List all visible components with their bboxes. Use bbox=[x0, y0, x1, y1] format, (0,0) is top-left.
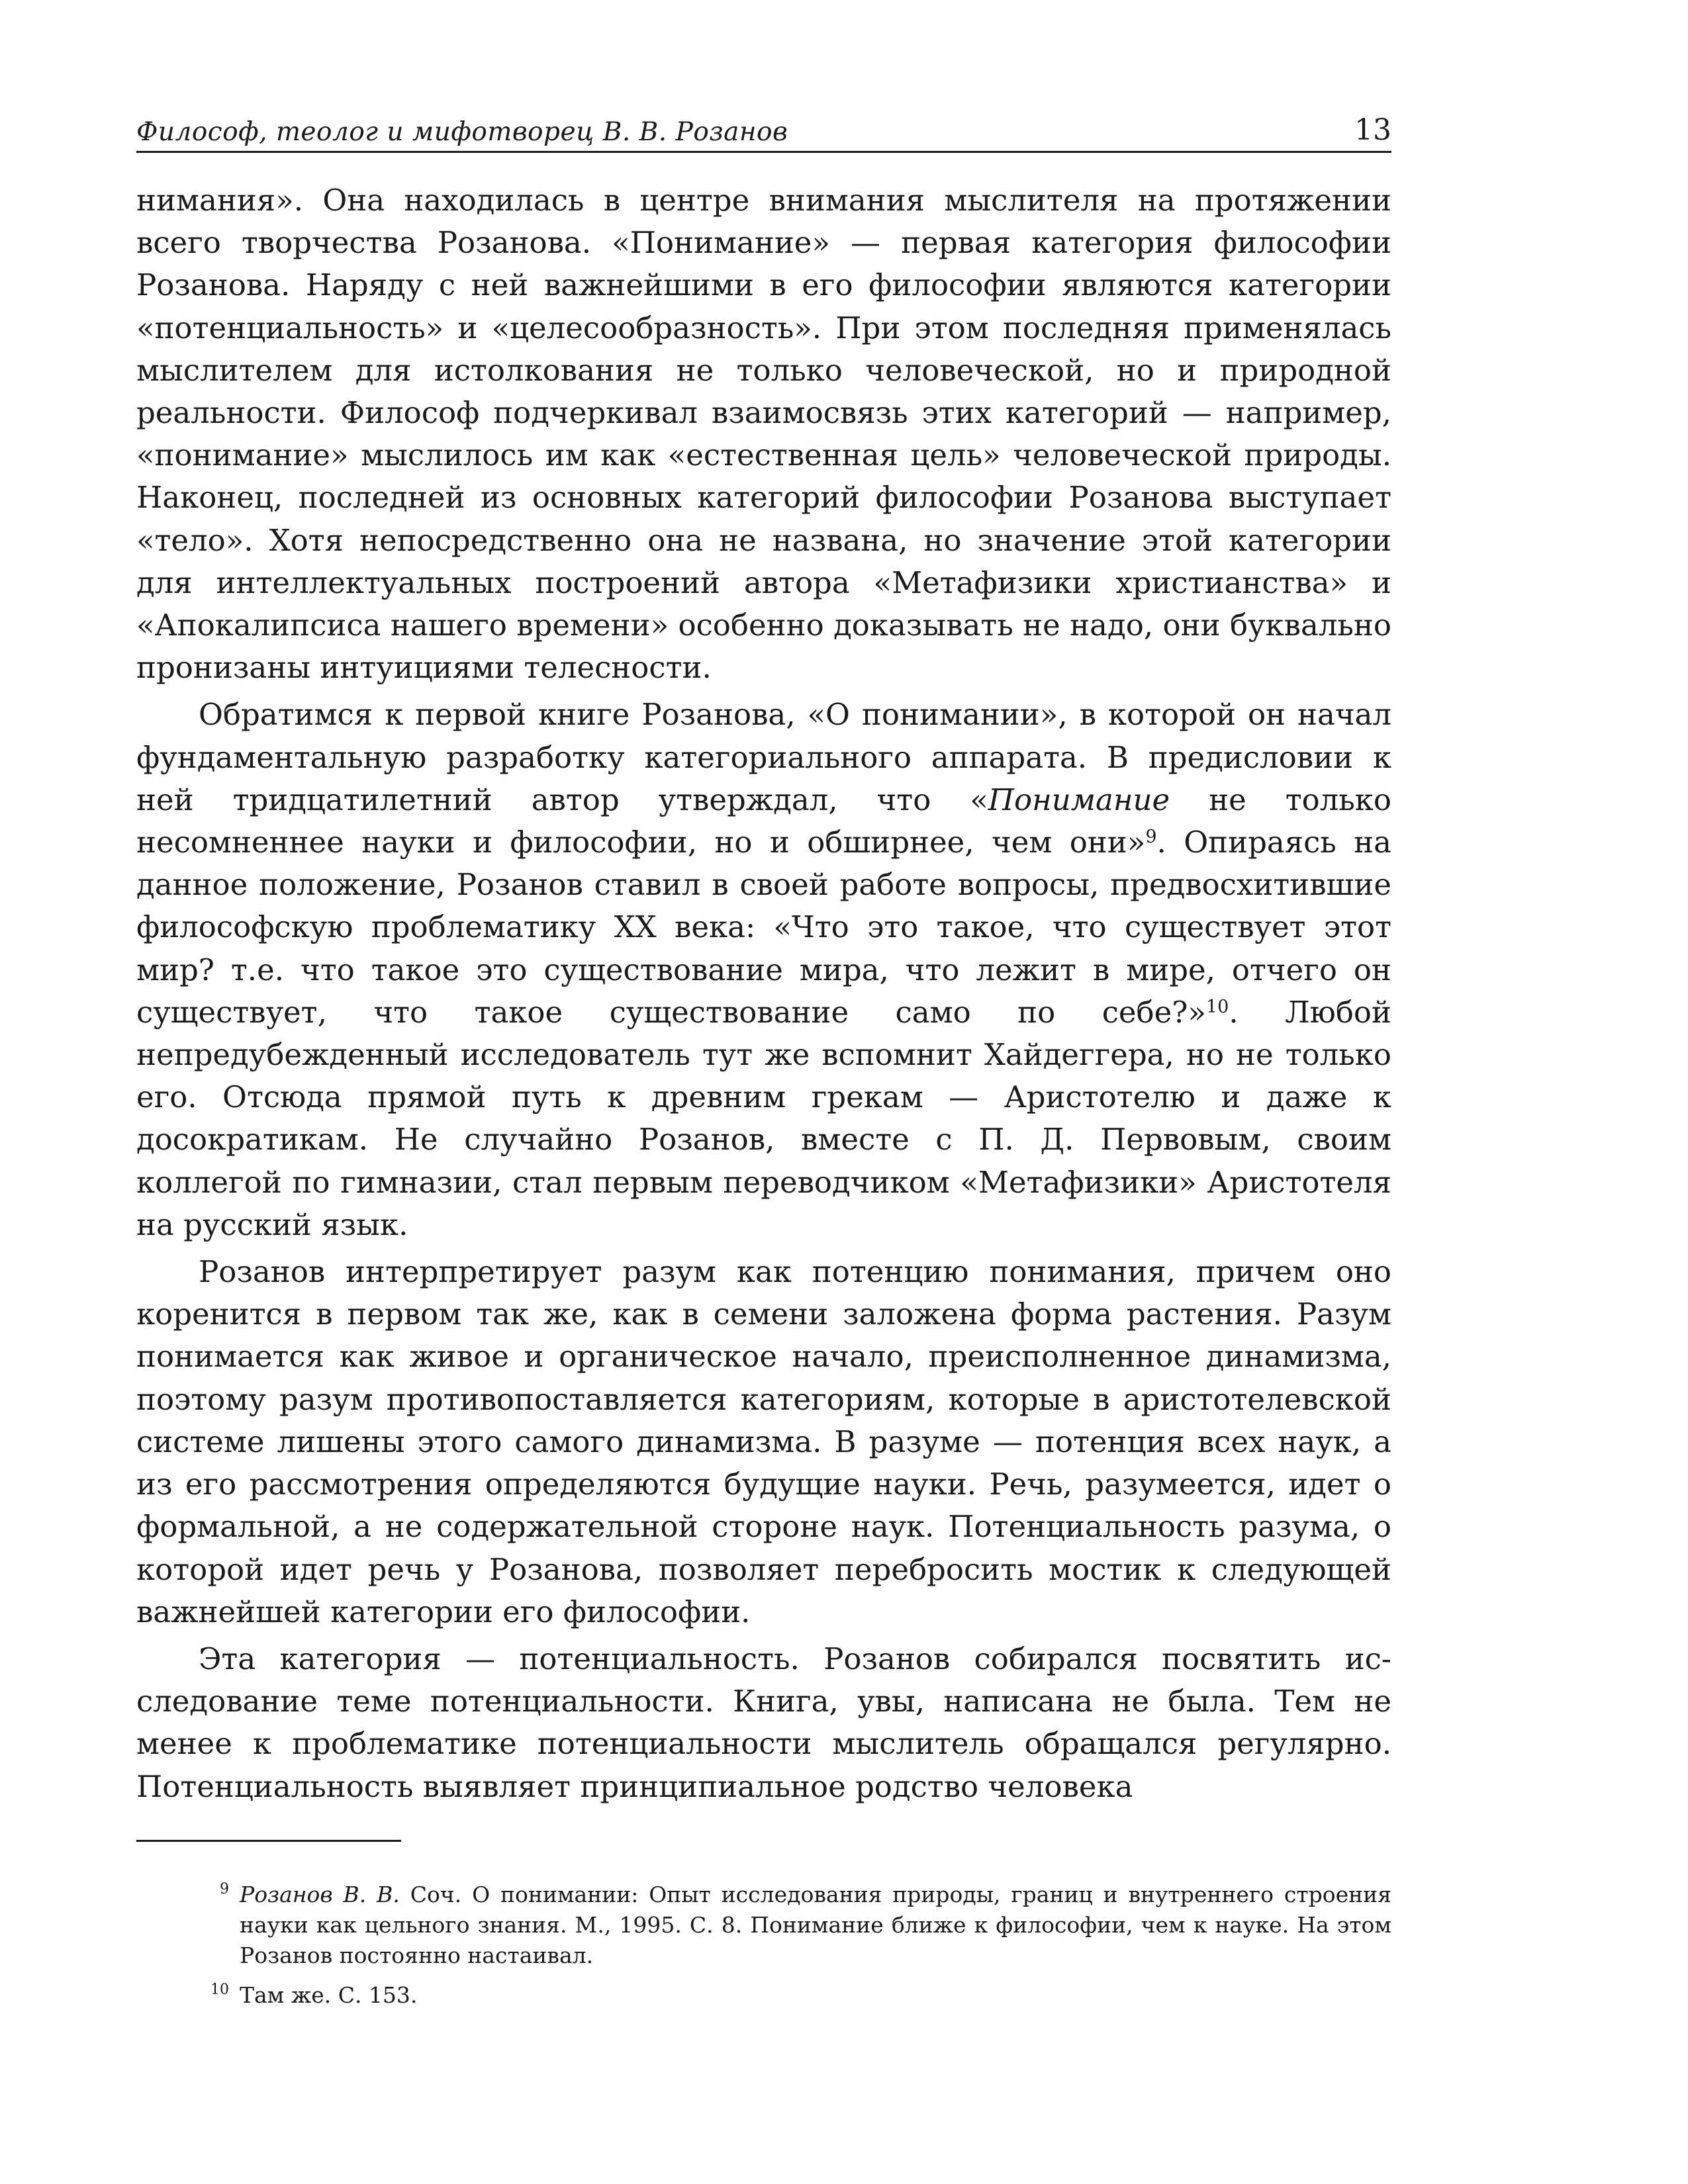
paragraph-2-text-a: Обратимся к первой книге Розанова, «О понимании», в которой он начал фундаментальную разработку категориального аппарата. В предисловии к ней тридцатилетний автор утверждал, что « bbox=[136, 697, 1391, 817]
footnote-reference-9[interactable]: 9 bbox=[1145, 827, 1157, 848]
body-text bbox=[136, 179, 1391, 1808]
footnote-number: 10 bbox=[211, 1981, 229, 1998]
paragraph-4-text: Эта категория — потенциальность. Розанов собирался посвятить исследование теме потенциальности. Книга, увы, написана не была. Тем не менее к проблематике потенциальности мыслитель обращался регулярно. Потенциальность выявляет принципиальное родство человека bbox=[136, 1641, 1391, 1804]
footnotes bbox=[136, 1880, 1391, 2020]
footnote-author: Розанов В. В. bbox=[240, 1882, 400, 1907]
footnote-text bbox=[240, 1980, 1391, 2011]
running-title: Философ, теолог и мифотворец В. В. Розанов bbox=[136, 117, 788, 147]
footnote-separator bbox=[136, 1840, 401, 1842]
paragraph-2-emphasis: Понимание bbox=[988, 782, 1170, 817]
paragraph-2 bbox=[136, 694, 1391, 1246]
paragraph-2-text-c: . Опираясь на данное положение, Розанов ставил в своей работе вопросы, предвосхитившие философскую проблематику XX века: «Что это такое, что существует этот мир? т.е. что такое это существование мира, что лежит в мире, отчего он существует, что такое существование само по себе?» bbox=[136, 825, 1391, 1030]
footnote-number: 9 bbox=[220, 1881, 229, 1897]
running-header bbox=[136, 99, 1391, 153]
footnote-10 bbox=[136, 1980, 1391, 2011]
paragraph-2-text-b: не только несомненнее науки и философии, но и обширнее, чем они» bbox=[136, 782, 1391, 860]
page-number: 13 bbox=[1354, 113, 1391, 147]
book-page bbox=[136, 99, 1392, 2008]
paragraph-2-text-d: . Любой непредубежденный исследователь тут же вспомнит Хайдеггера, но не только его. Отсюда прямой путь к древним грекам — Аристотелю и даже к досократикам. Не случайно Розанов, вместе с П. Д. Первовым, своим коллегой по гимназии, стал первым переводчиком «Метафизики» Аристотеля на русский язык. bbox=[136, 994, 1392, 1242]
paragraph-1 bbox=[136, 179, 1391, 689]
paragraph-1-text: нимания». Она находилась в центре внимания мыслителя на протяжении всего творчества Розанова. «Понимание» — первая категория философии Розанова. Наряду с ней важнейшими в его философии являются категории «потенциальность» и «целесообразность». При этом последняя применялась мыслителем для истолкования не только человеческой, но и природной реальности. Философ подчеркивал взаимосвязь этих категорий — например, «понимание» мыслилось им как «естественная цель» человеческой природы. Наконец, последней из основных категорий философии Розанова выступает «тело». Хотя непосредственно она не названа, но значение этой категории для интеллектуальных построений автора «Метафизики христианства» и «Апокалипсиса нашего времени» особенно доказывать не надо, они буквально пронизаны интуициями телесности. bbox=[136, 183, 1391, 686]
footnote-body: Соч. О понимании: Опыт исследования природы, границ и внутреннего строения науки как цельного знания. М., 1995. С. 8. Понимание ближе к философии, чем к науке. На этом Розанов постоянно настаивал. bbox=[240, 1882, 1391, 1968]
paragraph-4 bbox=[136, 1638, 1391, 1808]
paragraph-3 bbox=[136, 1251, 1391, 1633]
footnote-text bbox=[240, 1880, 1391, 1971]
paragraph-3-text: Розанов интерпретирует разум как потенцию понимания, причем оно коренится в первом так же, как в семени заложена форма растения. Разум понимается как живое и органическое начало, преисполненное динамизма, поэтому разум противопоставляется категориям, которые в аристотелевской системе лишены этого самого динамизма. В разуме — потенция всех наук, а из его рассмотрения определяются будущие науки. Речь, разумеется, идет о формальной, а не содержательной стороне наук. Потенциальность разума, о которой идет речь у Розанова, позволяет перебросить мостик к следующей важнейшей категории его философии. bbox=[136, 1254, 1391, 1629]
footnote-9 bbox=[136, 1880, 1391, 1971]
footnote-reference-10[interactable]: 10 bbox=[1205, 997, 1229, 1018]
footnote-body: Там же. С. 153. bbox=[240, 1982, 418, 2008]
